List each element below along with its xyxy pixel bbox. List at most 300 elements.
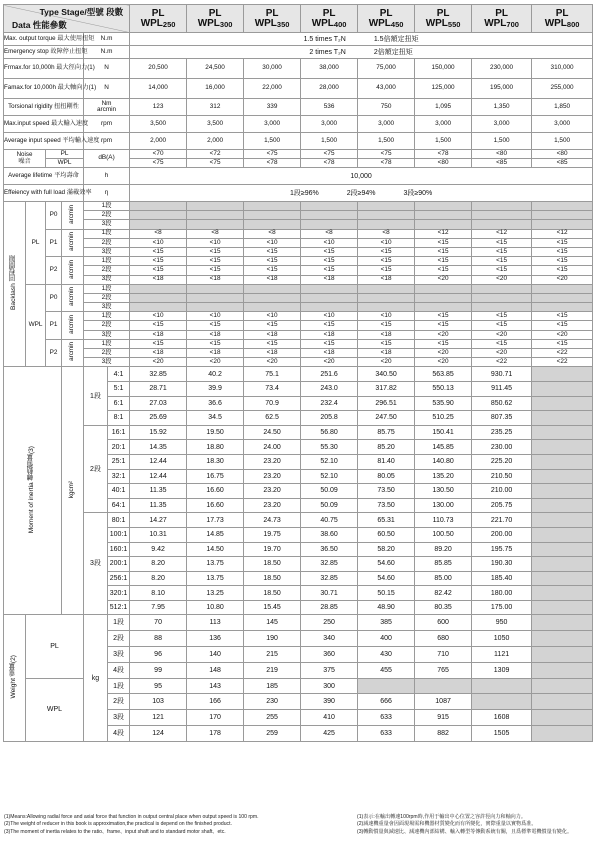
stage-label: 3段 [84,303,130,312]
ratio-label: 5:1 [108,381,130,396]
inertia-value: 550.13 [415,381,472,396]
stage-label: 3段 [84,275,130,284]
inertia-value: 135.20 [415,469,472,484]
inertia-value: 16.60 [187,498,244,513]
backlash-value: <10 [187,238,244,247]
weight-value: 259 [244,726,301,742]
spec-table [3,4,593,742]
backlash-value: <12 [415,229,472,238]
fr-value: 310,000 [532,59,593,79]
inertia-value: 100.50 [415,527,472,542]
ratio-label: 512:1 [108,600,130,615]
noise-unit: dB(A) [84,150,130,168]
backlash-unit [62,229,84,257]
ratio-label: 20:1 [108,440,130,455]
inertia-value: 80.05 [358,469,415,484]
unit: arcmin [68,259,76,279]
fr-value: 30,000 [244,59,301,79]
inertia-value: 73.4 [244,381,301,396]
backlash-value: <18 [244,275,301,284]
stage-label: 2段 [84,211,130,220]
empty-cell [130,293,187,302]
backlash-value: <15 [415,266,472,275]
backlash-value: <20 [244,358,301,367]
backlash-value: <10 [244,312,301,321]
empty-cell [244,220,301,229]
model-header [187,5,244,33]
backlash-value: <15 [301,247,358,256]
inertia-value [532,527,593,542]
max-input-value: 3,000 [472,116,532,133]
backlash-value: <15 [187,247,244,256]
inertia-value: 23.20 [244,454,301,469]
empty-cell [472,303,532,312]
fa-value: 14,000 [130,79,187,99]
max-input-value: 3,000 [244,116,301,133]
inertia-value: 60.50 [358,527,415,542]
backlash-value: <15 [532,321,593,330]
max-input-value: 3,500 [187,116,244,133]
ratio-label: 4:1 [108,367,130,382]
empty-cell [130,202,187,211]
backlash-value: <15 [472,339,532,348]
inertia-value: 70.9 [244,396,301,411]
table-row [4,79,593,99]
avg-input-value: 1,500 [532,133,593,150]
table-row [4,266,593,275]
empty-cell [244,303,301,312]
inertia-value: 205.8 [301,411,358,426]
fa-value: 255,000 [532,79,593,99]
backlash-value: <18 [301,349,358,358]
row-unit: rpm [84,116,130,133]
row-unit: N.m [84,46,130,59]
backlash-precision: P0 [46,284,62,312]
backlash-value: <10 [130,238,187,247]
inertia-value: 73.50 [358,498,415,513]
inertia-value: 82.42 [415,586,472,601]
inertia-value: 23.20 [244,498,301,513]
row-label: Frmax.for 10,000h 最大徑向力(1) [4,59,84,79]
backlash-value: <18 [358,330,415,339]
inertia-value: 50.09 [301,484,358,499]
row-label: Max.input speed 最大輸入速度 [4,116,84,133]
backlash-value: <20 [472,349,532,358]
value-text: 1.5 times T₂N [303,35,346,43]
backlash-title: Backlash 回程間隙 [10,255,18,311]
inertia-value: 85.00 [415,571,472,586]
weight-value: 230 [244,694,301,710]
inertia-value: 62.5 [244,411,301,426]
model-prefix: PL [555,7,569,19]
inertia-value: 40.2 [187,367,244,382]
fr-value: 20,500 [130,59,187,79]
backlash-value: <22 [472,358,532,367]
inertia-value: 175.00 [472,600,532,615]
torsional-value: 312 [187,99,244,116]
inertia-value [532,411,593,426]
empty-cell [472,202,532,211]
empty-cell [130,303,187,312]
unit: Nm [101,99,112,107]
backlash-value: <22 [532,349,593,358]
backlash-value: <15 [130,257,187,266]
noise-wpl-value: <85 [532,159,593,168]
backlash-value: <15 [358,339,415,348]
inertia-value: 850.62 [472,396,532,411]
weight-value: 1309 [472,662,532,678]
stage-label: 3段 [108,647,130,663]
model-prefix: WPL [544,17,567,29]
backlash-value: <22 [532,358,593,367]
row-unit [84,99,130,116]
inertia-value: 251.6 [301,367,358,382]
row-unit: N [84,59,130,79]
value-text: 3段≥90% [403,189,433,197]
weight-title [4,615,26,741]
ratio-label: 6:1 [108,396,130,411]
weight-value [532,710,593,726]
empty-cell [244,211,301,220]
footnotes-zh [357,814,593,836]
backlash-value: <8 [244,229,301,238]
backlash-value: <18 [130,349,187,358]
model-header [130,5,187,33]
inertia-value: 13.25 [187,586,244,601]
weight-value: 950 [472,615,532,631]
inertia-value: 32.85 [301,571,358,586]
backlash-value: <18 [358,349,415,358]
table-row [4,513,593,528]
backlash-title [4,202,26,367]
noise-pl-value: <75 [244,150,301,159]
footnote-3-zh: (3)轉動慣量與減速比、減速機內部結構、輸入轉型等傳動系統有關，且爲標準電機慣量有變化。 [357,828,573,835]
stage-label: 3段 [108,710,130,726]
noise-wpl-value: <78 [301,159,358,168]
backlash-value: <15 [472,257,532,266]
inertia-stage: 1段 [84,367,108,425]
weight-value: 666 [358,694,415,710]
empty-cell [358,303,415,312]
inertia-value [532,440,593,455]
inertia-value: 81.40 [358,454,415,469]
stage-label: 1段 [84,257,130,266]
weight-value: 1505 [472,726,532,742]
weight-value [532,694,593,710]
backlash-value: <18 [187,330,244,339]
inertia-value [532,542,593,557]
noise-wpl-value: <78 [358,159,415,168]
table-row [4,211,593,220]
backlash-value: <15 [244,339,301,348]
weight-value: 375 [301,662,358,678]
empty-cell [532,303,593,312]
weight-group: PL [26,615,84,678]
backlash-value: <18 [358,275,415,284]
backlash-value: <8 [358,229,415,238]
backlash-group: PL [26,202,46,285]
empty-cell [187,211,244,220]
backlash-value: <15 [415,339,472,348]
inertia-value: 221.70 [472,513,532,528]
inertia-title: Moment of inertia 轉動慣量(3) [28,446,36,534]
inertia-value: 24.00 [244,440,301,455]
inertia-value: 130.00 [415,498,472,513]
backlash-value: <10 [358,238,415,247]
inertia-value: 195.75 [472,542,532,557]
table-row [4,275,593,284]
backlash-value: <8 [301,229,358,238]
ratio-label: 16:1 [108,425,130,440]
table-row [4,33,593,46]
stage-label: 1段 [108,615,130,631]
stage-label: 3段 [84,247,130,256]
ratio-label: 25:1 [108,454,130,469]
empty-cell [532,284,593,293]
inertia-value [532,454,593,469]
inertia-value: 225.20 [472,454,532,469]
fa-value: 43,000 [358,79,415,99]
noise-label: 噪音 [18,157,31,165]
empty-cell [358,202,415,211]
weight-value: 88 [130,631,187,647]
inertia-value: 510.25 [415,411,472,426]
weight-value: 710 [415,647,472,663]
torsional-value: 750 [358,99,415,116]
weight-value: 103 [130,694,187,710]
inertia-value: 185.40 [472,571,532,586]
empty-cell [244,202,301,211]
weight-value: 70 [130,615,187,631]
inertia-value: 39.9 [187,381,244,396]
empty-cell [130,211,187,220]
row-unit: N [84,79,130,99]
backlash-value: <15 [187,266,244,275]
weight-value: 385 [358,615,415,631]
inertia-value [532,425,593,440]
inertia-value: 89.20 [415,542,472,557]
model-header [244,5,301,33]
backlash-value: <15 [130,321,187,330]
backlash-value: <15 [187,257,244,266]
ratio-label: 32:1 [108,469,130,484]
max-input-value: 3,500 [130,116,187,133]
backlash-value: <15 [187,321,244,330]
weight-value: 915 [415,710,472,726]
table-row [4,133,593,150]
empty-cell [415,202,472,211]
stage-label: 4段 [108,662,130,678]
inertia-value: 340.50 [358,367,415,382]
torsional-value: 1,850 [532,99,593,116]
fr-value: 150,000 [415,59,472,79]
inertia-value: 18.80 [187,440,244,455]
inertia-value: 911.45 [472,381,532,396]
weight-value: 255 [244,710,301,726]
weight-value: 633 [358,710,415,726]
inertia-value: 65.31 [358,513,415,528]
weight-value: 219 [244,662,301,678]
inertia-value: 7.95 [130,600,187,615]
backlash-value: <15 [244,257,301,266]
backlash-value: <15 [415,257,472,266]
inertia-value: 24.73 [244,513,301,528]
backlash-value: <15 [130,339,187,348]
stage-label: 4段 [108,726,130,742]
fr-value: 24,500 [187,59,244,79]
row-unit: rpm [84,133,130,150]
inertia-value: 15.45 [244,600,301,615]
model-number: 700 [506,19,519,29]
backlash-precision: P1 [46,312,62,340]
weight-value [532,678,593,694]
inertia-value: 12.44 [130,469,187,484]
empty-cell [301,303,358,312]
stage-label: 2段 [84,349,130,358]
empty-cell [532,293,593,302]
stage-label: 1段 [84,202,130,211]
empty-cell [187,220,244,229]
weight-value: 190 [244,631,301,647]
backlash-value: <20 [532,275,593,284]
backlash-value: <15 [415,321,472,330]
inertia-value: 180.00 [472,586,532,601]
backlash-value: <15 [301,339,358,348]
model-number: 800 [566,19,580,29]
backlash-value: <15 [301,321,358,330]
weight-value: 185 [244,678,301,694]
inertia-value [532,571,593,586]
noise-pl-value: <72 [187,150,244,159]
backlash-value: <10 [301,238,358,247]
weight-value: 148 [187,662,244,678]
weight-value: 113 [187,615,244,631]
inertia-value: 24.50 [244,425,301,440]
model-number: 400 [333,19,347,29]
table-row [4,358,593,367]
fr-value: 230,000 [472,59,532,79]
inertia-value: 200.00 [472,527,532,542]
avg-input-value: 1,500 [472,133,532,150]
backlash-value: <12 [532,229,593,238]
empty-cell [358,284,415,293]
fa-value: 195,000 [472,79,532,99]
model-prefix: PL [151,7,165,19]
weight-value: 680 [415,631,472,647]
empty-cell [472,220,532,229]
inertia-value: 32.85 [130,367,187,382]
backlash-value: <18 [130,275,187,284]
inertia-value: 247.50 [358,411,415,426]
model-prefix: PL [495,7,508,19]
stage-label: 3段 [84,220,130,229]
backlash-value: <20 [130,358,187,367]
inertia-value: 145.85 [415,440,472,455]
inertia-value: 18.50 [244,557,301,572]
empty-cell [358,293,415,302]
inertia-value: 40.75 [301,513,358,528]
noise-wpl-value: <78 [244,159,301,168]
model-prefix: WPL [140,17,163,29]
backlash-value: <20 [532,330,593,339]
ratio-label: 320:1 [108,586,130,601]
backlash-value: <15 [301,266,358,275]
backlash-precision: P2 [46,257,62,285]
backlash-value: <15 [244,247,301,256]
weight-value: 882 [415,726,472,742]
model-number: 350 [276,19,290,29]
table-row [4,59,593,79]
max-input-value: 3,000 [415,116,472,133]
inertia-value: 48.90 [358,600,415,615]
weight-value: 1608 [472,710,532,726]
inertia-value [532,586,593,601]
noise-wpl-value: <75 [130,159,187,168]
inertia-value: 296.51 [358,396,415,411]
inertia-value: 150.41 [415,425,472,440]
ratio-label: 80:1 [108,513,130,528]
backlash-value: <20 [187,358,244,367]
fa-value: 125,000 [415,79,472,99]
backlash-value: <8 [130,229,187,238]
weight-title: Weight 重量(2) [10,655,18,699]
type-stage-label: Type Stage/型號 段數 [39,6,124,17]
max-input-value: 3,000 [301,116,358,133]
backlash-value: <15 [358,247,415,256]
stage-label: 3段 [84,330,130,339]
value-text: 2倍額定扭矩 [373,48,413,56]
backlash-value: <18 [187,349,244,358]
inertia-value: 58.20 [358,542,415,557]
fr-value: 75,000 [358,59,415,79]
weight-value: 430 [358,647,415,663]
noise-pl-value: <75 [358,150,415,159]
model-header [358,5,415,33]
inertia-value: 36.6 [187,396,244,411]
inertia-value: 50.15 [358,586,415,601]
inertia-value: 210.50 [472,469,532,484]
torsional-value: 536 [301,99,358,116]
ratio-label: 256:1 [108,571,130,586]
fa-value: 28,000 [301,79,358,99]
inertia-value: 8.20 [130,571,187,586]
weight-value [415,678,472,694]
inertia-value: 85.75 [358,425,415,440]
table-row [4,220,593,229]
backlash-value: <18 [244,330,301,339]
footnote-1-zh: (1)表示:在輸出轉速100rpm時,作用于輸出中心位置之容許徑向力和軸向力。 [357,814,526,820]
backlash-value: <15 [130,266,187,275]
backlash-value: <20 [415,358,472,367]
inertia-value [532,557,593,572]
empty-cell [472,293,532,302]
row-unit: h [84,168,130,185]
stage-label: 3段 [84,358,130,367]
weight-value: 1121 [472,647,532,663]
model-prefix: PL [379,7,393,19]
backlash-unit [62,257,84,285]
empty-cell [415,303,472,312]
unit: arcmin [96,106,117,113]
inertia-value: 28.71 [130,381,187,396]
noise-pl-value: <80 [472,150,532,159]
model-prefix: WPL [368,17,391,29]
backlash-unit [62,284,84,312]
inertia-value: 18.50 [244,586,301,601]
noise-pl: PL [46,150,84,159]
stage-label: 2段 [108,631,130,647]
weight-value: 178 [187,726,244,742]
